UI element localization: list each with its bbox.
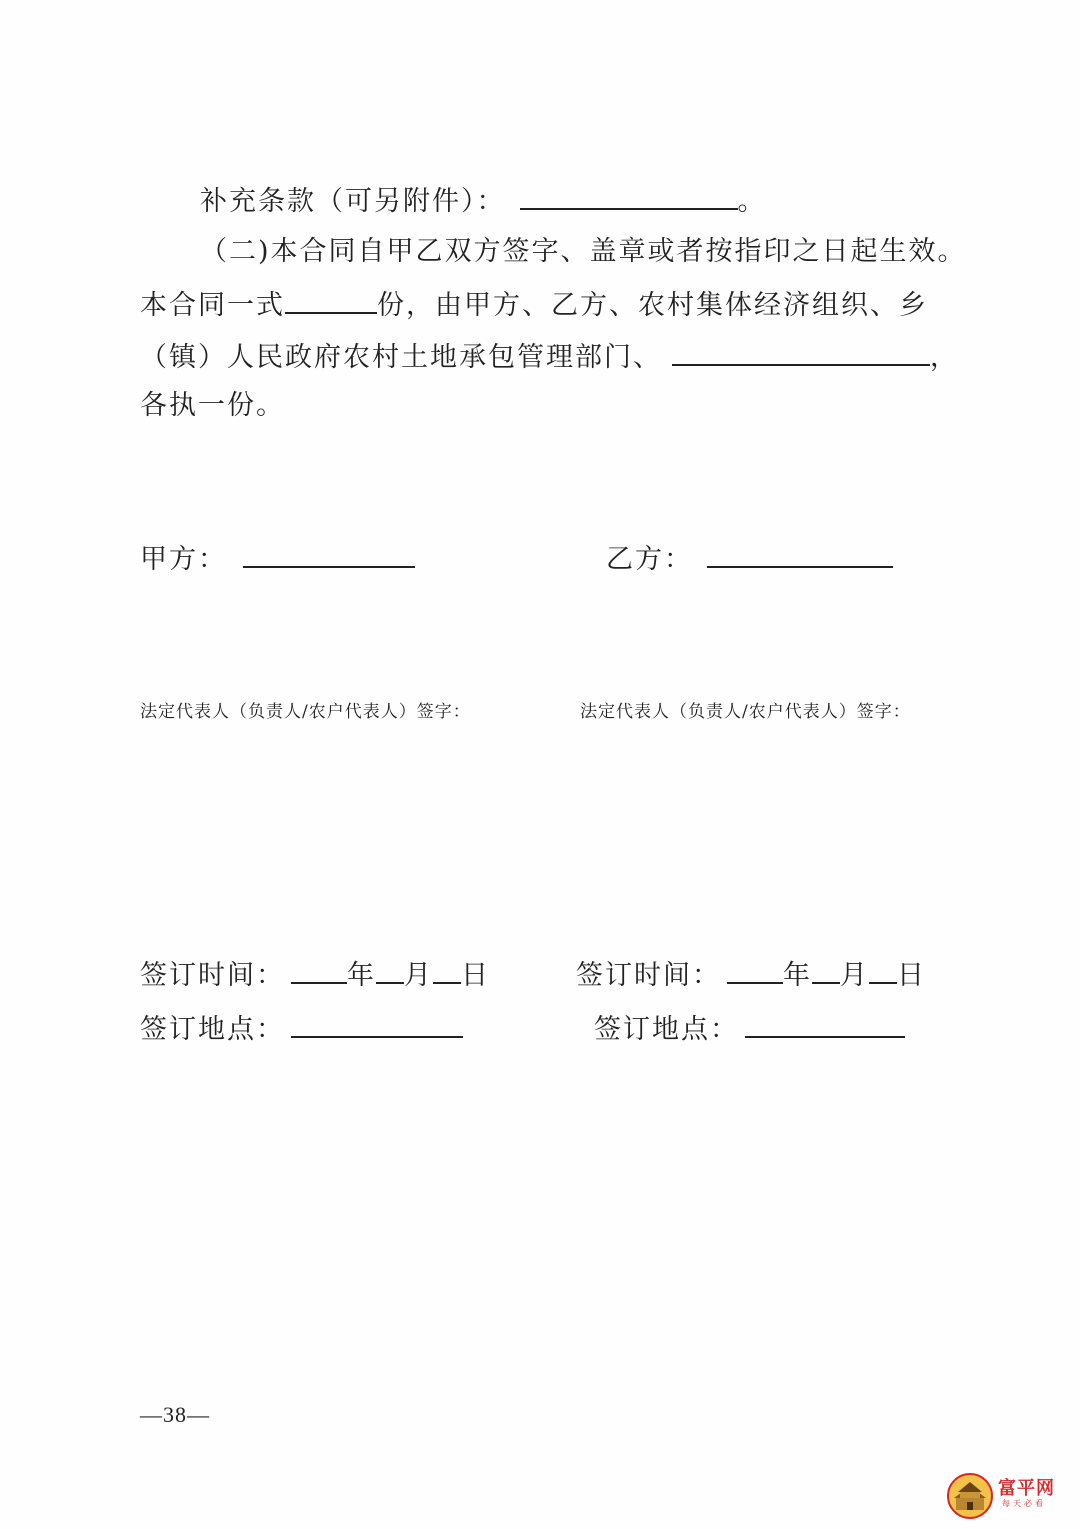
supplement-end: 。 — [737, 186, 767, 217]
party-a-date-line — [140, 956, 490, 994]
effect-clause-line3 — [140, 338, 959, 376]
copies-suffix: 份，由甲方、乙方、农村集体经济组织、乡 — [377, 290, 928, 321]
party-b-year-blank[interactable] — [727, 956, 783, 984]
supplement-label: 补充条款（可另附件）： — [200, 186, 506, 217]
party-b-place-label: 签订地点： — [594, 1014, 739, 1045]
party-b-month-blank[interactable] — [812, 956, 840, 984]
party-a-day-blank[interactable] — [433, 956, 461, 984]
party-b-date-line — [576, 956, 926, 994]
party-a-day-label: 日 — [461, 960, 490, 991]
party-a-month-label: 月 — [404, 960, 433, 991]
party-b-label: 乙方： — [606, 544, 693, 575]
department-prefix: （镇）人民政府农村土地承包管理部门、 — [140, 342, 662, 373]
supplement-line — [200, 182, 767, 220]
party-a-place-blank[interactable] — [291, 1010, 463, 1038]
party-a-year-blank[interactable] — [291, 956, 347, 984]
party-b-year-label: 年 — [783, 960, 812, 991]
party-b-place-blank[interactable] — [745, 1010, 905, 1038]
supplement-blank[interactable] — [520, 182, 738, 210]
gate-tower-icon — [946, 1472, 994, 1520]
party-b-place-line — [594, 1010, 905, 1048]
department-suffix: ， — [930, 342, 959, 373]
party-a-place-line — [140, 1010, 463, 1048]
party-b-rep-label: 法定代表人（负责人/农户代表人）签字： — [580, 702, 911, 722]
site-logo — [946, 1472, 1066, 1520]
copies-blank[interactable] — [285, 286, 377, 314]
party-a-rep-label: 法定代表人（负责人/农户代表人）签字： — [140, 702, 471, 722]
logo-subtext: 每天必看 — [1002, 1499, 1046, 1508]
copies-prefix: 本合同一式 — [140, 290, 285, 321]
logo-text: 富平网 — [998, 1478, 1055, 1499]
party-a-date-label: 签订时间： — [140, 960, 285, 991]
party-a-month-blank[interactable] — [376, 956, 404, 984]
party-a-year-label: 年 — [347, 960, 376, 991]
effect-clause-line2 — [140, 286, 928, 324]
department-blank[interactable] — [672, 338, 930, 366]
party-a-label: 甲方： — [140, 544, 227, 575]
party-a-place-label: 签订地点： — [140, 1014, 285, 1045]
effect-clause-line4: 各执一份。 — [140, 390, 285, 421]
effect-clause-line1: （二)本合同自甲乙双方签字、盖章或者按指印之日起生效。 — [200, 236, 967, 267]
party-b-line — [606, 540, 893, 578]
party-a-line — [140, 540, 415, 578]
party-b-day-blank[interactable] — [869, 956, 897, 984]
party-b-month-label: 月 — [840, 960, 869, 991]
party-b-date-label: 签订时间： — [576, 960, 721, 991]
page-number: —38— — [140, 1402, 210, 1427]
party-b-blank[interactable] — [707, 540, 893, 568]
party-a-blank[interactable] — [243, 540, 415, 568]
party-b-day-label: 日 — [897, 960, 926, 991]
